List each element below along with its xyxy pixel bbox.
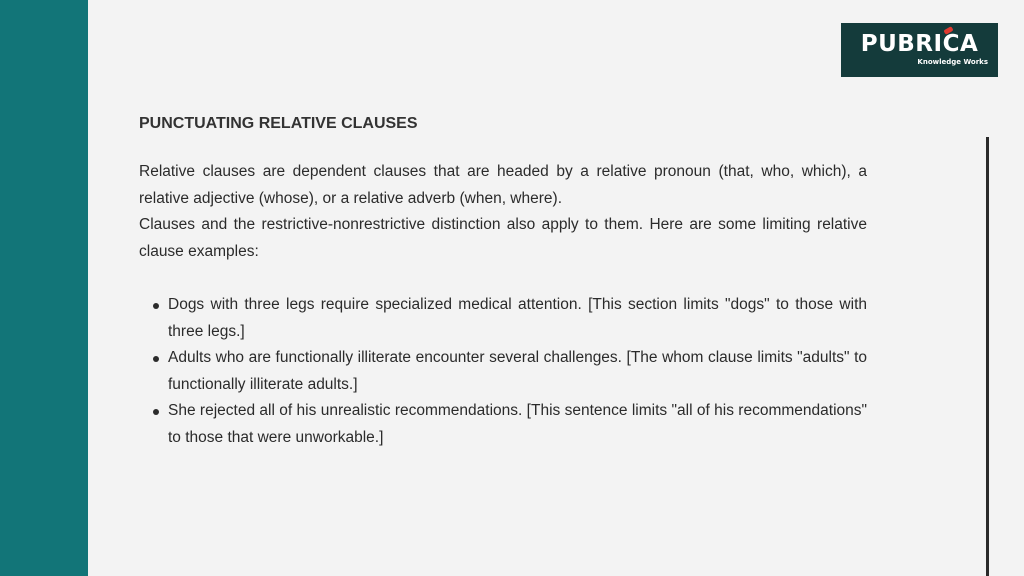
left-accent-bar xyxy=(0,0,88,576)
right-divider-line xyxy=(986,137,989,576)
second-paragraph: Clauses and the restrictive-nonrestrictive distinction also apply to them. Here are some limiting relative clause examples: xyxy=(139,216,867,260)
list-item xyxy=(168,398,867,451)
bullet-icon xyxy=(153,356,159,362)
list-item-text: Adults who are functionally illiterate encounter several challenges. [The whom clause limits "adults" to functionally illiterate adults.] xyxy=(168,349,867,393)
list-item xyxy=(168,292,867,345)
slide-title: PUNCTUATING RELATIVE CLAUSES xyxy=(139,115,418,132)
bullet-icon xyxy=(153,303,159,309)
list-item-text: She rejected all of his unrealistic recommendations. [This sentence limits "all of his recommendations" to those that were unworkable.] xyxy=(168,402,867,446)
slide-content xyxy=(139,112,867,451)
logo-wordmark: PUBRICA xyxy=(860,31,979,57)
list-item xyxy=(168,345,867,398)
pubrica-logo xyxy=(841,23,998,77)
list-item-text: Dogs with three legs require specialized medical attention. [This section limits "dogs" to those with three legs.] xyxy=(168,296,867,340)
intro-paragraph: Relative clauses are dependent clauses that are headed by a relative pronoun (that, who, which), a relative adjective (whose), or a relative adverb (when, where). xyxy=(139,163,867,207)
logo-tagline: Knowledge Works xyxy=(917,58,988,66)
bullet-icon xyxy=(153,409,159,415)
example-list xyxy=(139,292,867,451)
